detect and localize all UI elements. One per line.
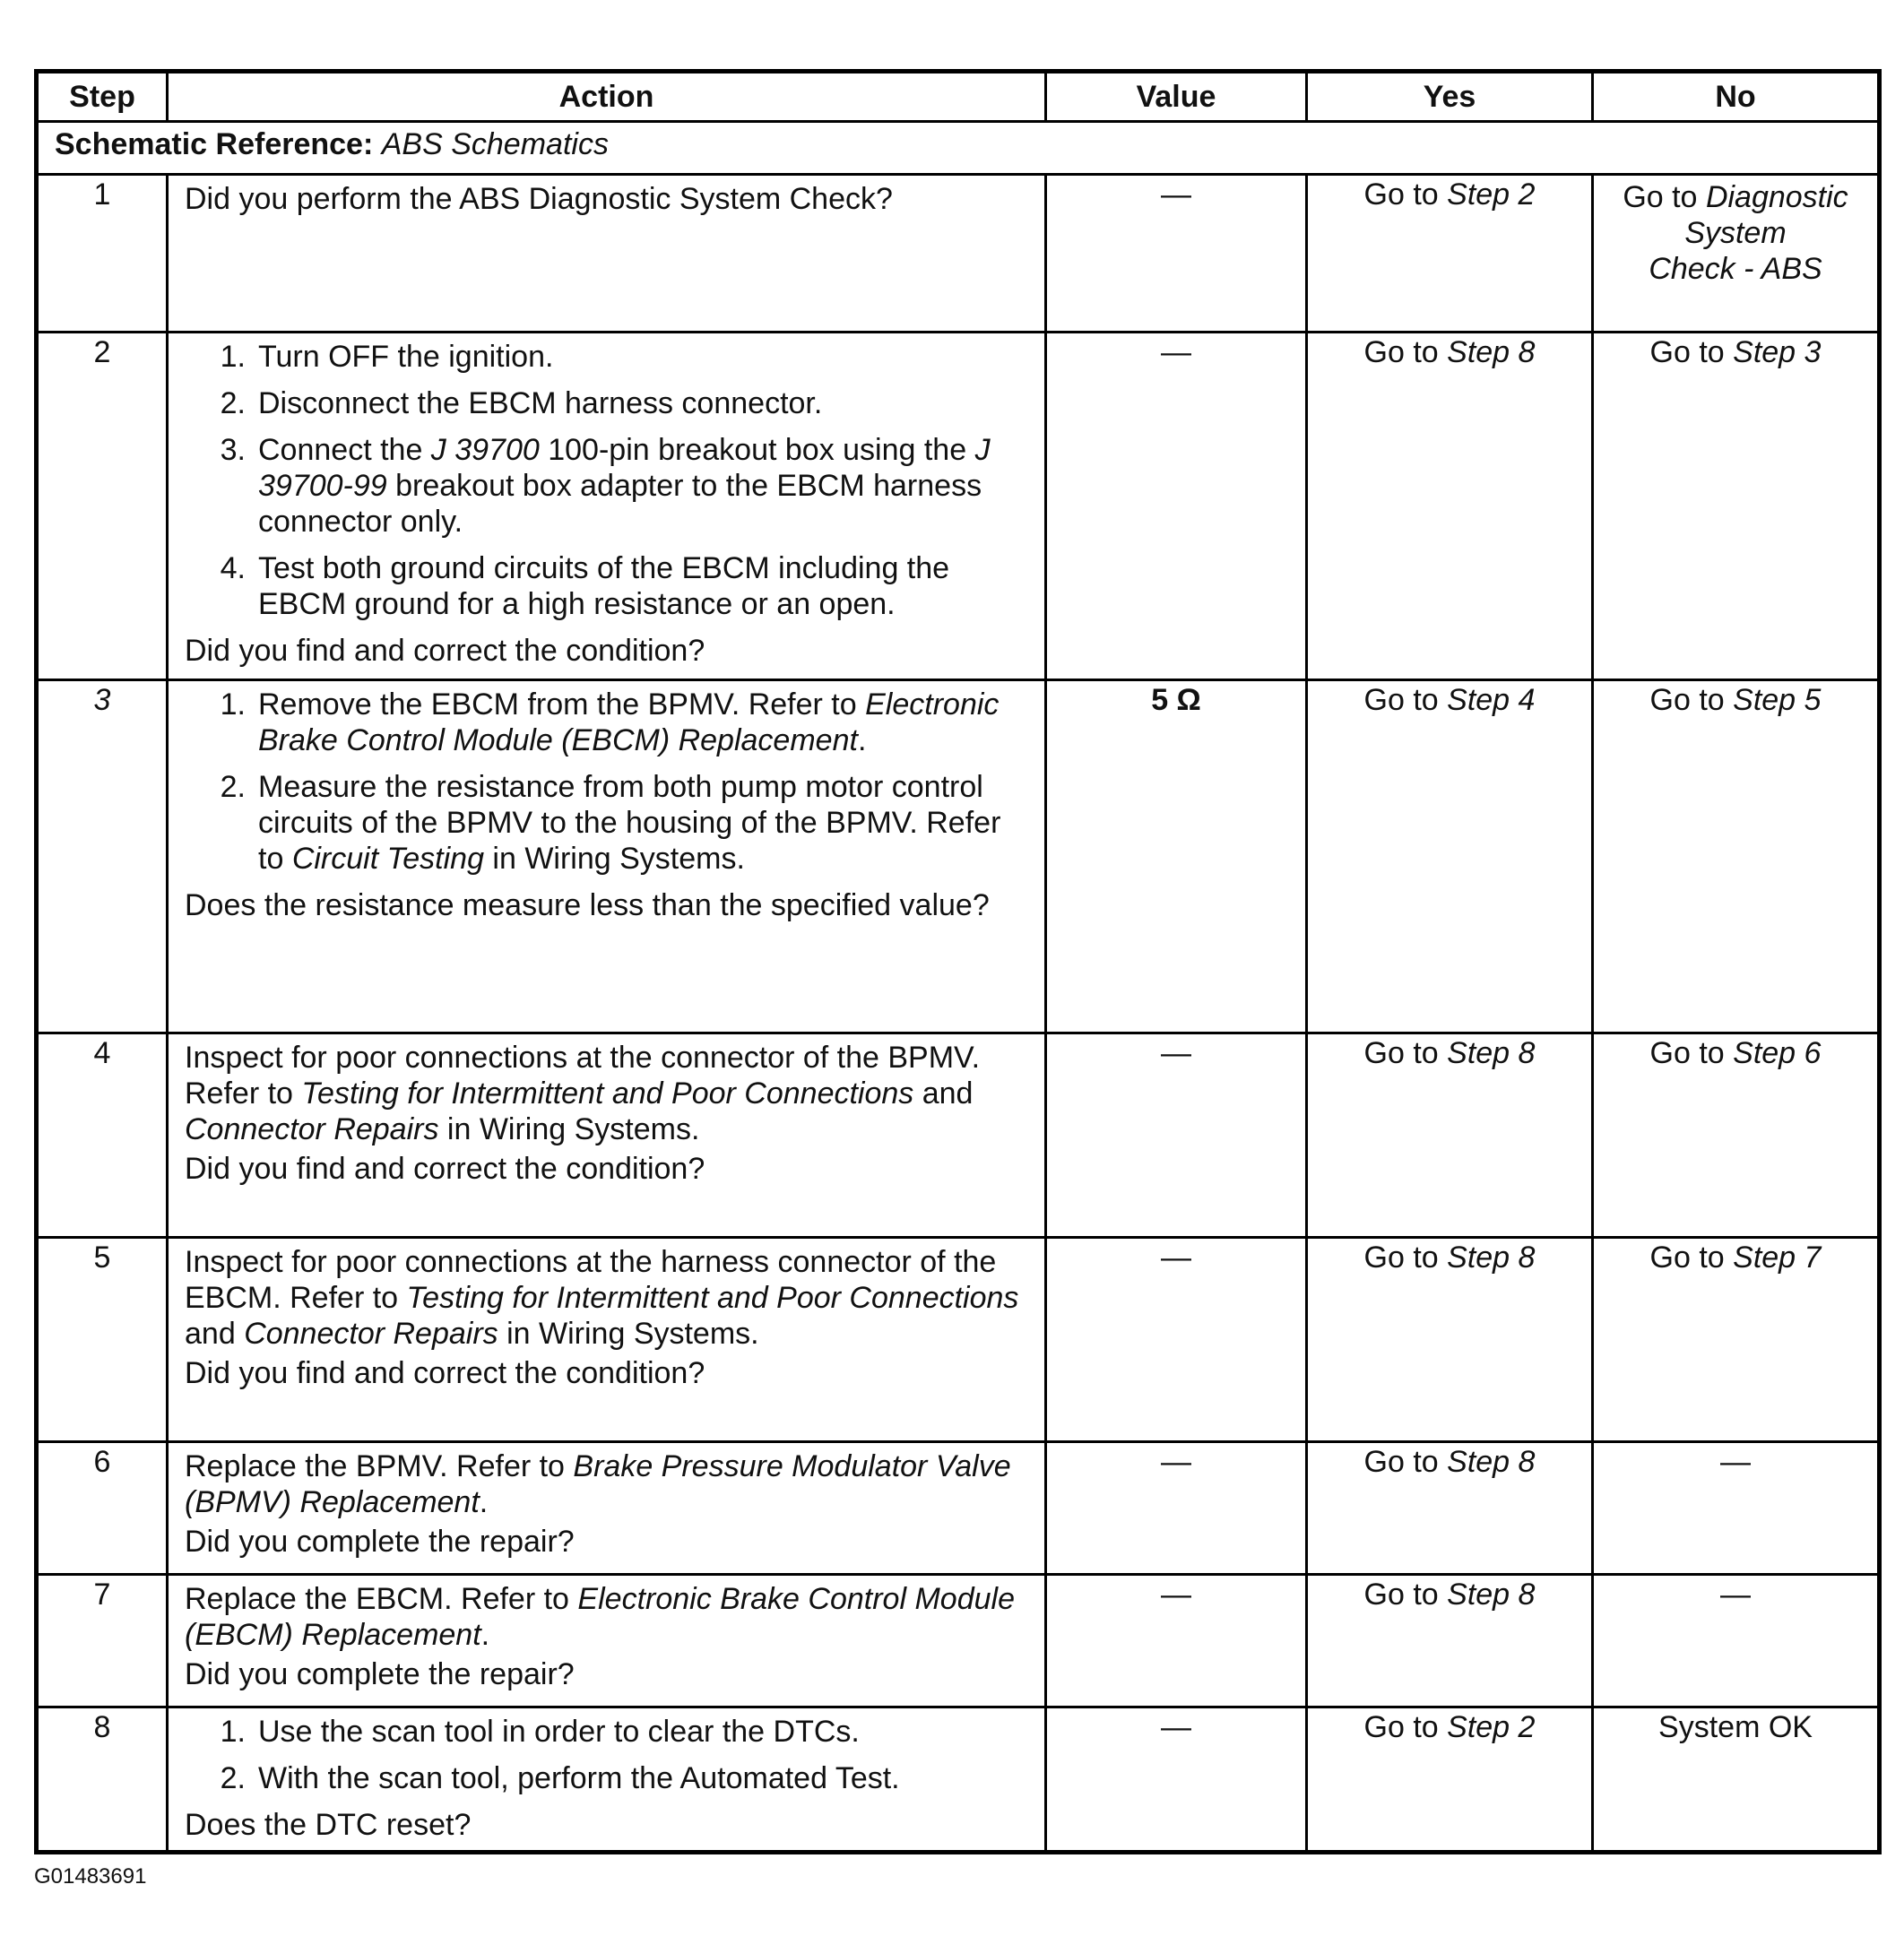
step-number: 1	[37, 175, 168, 333]
goto-label: Go to	[1623, 180, 1698, 214]
yes-cell: Go to Step 2	[1307, 1707, 1593, 1853]
table-row	[37, 175, 1880, 333]
header-yes: Yes	[1307, 72, 1593, 122]
action-text: Inspect for poor connections at the connector of the BPMV. Refer to Testing for Intermittent and Poor Connections and Connector Repairs in Wiring Systems.	[185, 1041, 981, 1146]
action-cell	[168, 1707, 1046, 1853]
step-number: 6	[37, 1442, 168, 1575]
schematic-reference	[37, 122, 1880, 175]
step-number: 5	[37, 1238, 168, 1442]
action-text: Replace the EBCM. Refer to Electronic Brake Control Module (EBCM) Replacement.	[185, 1582, 1015, 1652]
value-cell: —	[1046, 1238, 1307, 1442]
schematic-ref: ABS Schematics	[381, 127, 609, 161]
action-steps	[185, 1714, 1028, 1796]
no-cell: System OK	[1593, 1707, 1880, 1853]
table-row	[37, 1707, 1880, 1853]
action-step: 1. Use the scan tool in order to clear the DTCs.	[220, 1715, 860, 1749]
step-ref: Step 3	[1733, 335, 1822, 369]
no-cell: —	[1593, 1442, 1880, 1575]
no-cell: Go to Step 6	[1593, 1033, 1880, 1238]
table-row	[37, 333, 1880, 680]
no-cell: Go to Step 7	[1593, 1238, 1880, 1442]
action-cell	[168, 1033, 1046, 1238]
table-row	[37, 1238, 1880, 1442]
value-cell: —	[1046, 1033, 1307, 1238]
step-number: 7	[37, 1575, 168, 1707]
value-cell: —	[1046, 1707, 1307, 1853]
step-ref: Step 8	[1447, 1445, 1536, 1479]
step-ref: Step 2	[1447, 1710, 1536, 1744]
step-ref: Step 2	[1447, 177, 1536, 212]
action-step: 2. With the scan tool, perform the Automated Test.	[220, 1761, 900, 1795]
action-cell	[168, 1238, 1046, 1442]
yes-cell: Go to Step 8	[1307, 1238, 1593, 1442]
value-cell: 5 Ω	[1046, 680, 1307, 1033]
yes-cell: Go to Step 8	[1307, 1442, 1593, 1575]
header-action: Action	[168, 72, 1046, 122]
table-row	[37, 1033, 1880, 1238]
action-step: 1. Remove the EBCM from the BPMV. Refer to Electronic Brake Control Module (EBCM) Replacement.	[220, 687, 1000, 757]
schematic-row	[37, 122, 1880, 175]
step-number: 4	[37, 1033, 168, 1238]
action-cell	[168, 680, 1046, 1033]
yes-cell: Go to Step 4	[1307, 680, 1593, 1033]
step-ref: Step 5	[1733, 683, 1822, 717]
step-ref: Step 8	[1447, 1240, 1536, 1275]
action-text: Did you perform the ABS Diagnostic System Check?	[185, 182, 893, 216]
action-question: Did you complete the repair?	[185, 1657, 575, 1691]
table-row	[37, 680, 1880, 1033]
step-ref: Step 7	[1733, 1240, 1822, 1275]
no-ref-line3: Check - ABS	[1649, 252, 1822, 286]
value-cell: —	[1046, 175, 1307, 333]
action-text: Replace the BPMV. Refer to Brake Pressure Modulator Valve (BPMV) Replacement.	[185, 1449, 1011, 1519]
action-question: Did you find and correct the condition?	[185, 634, 705, 668]
table-row	[37, 1442, 1880, 1575]
value-cell: —	[1046, 1442, 1307, 1575]
action-question: Does the DTC reset?	[185, 1808, 472, 1842]
action-step: 3. Connect the J 39700 100-pin breakout box using the J 39700-99 breakout box adapter to the EBCM harness connector only.	[220, 433, 991, 539]
action-step: 2. Measure the resistance from both pump motor control circuits of the BPMV to the housing of the BPMV. Refer to Circuit Testing in Wiring Systems.	[220, 770, 1001, 876]
schematic-label: Schematic Reference:	[55, 127, 374, 161]
step-ref: Step 8	[1447, 1036, 1536, 1070]
action-cell	[168, 1575, 1046, 1707]
goto-label: Go to	[1363, 177, 1439, 212]
action-steps	[185, 339, 1028, 622]
action-text: Inspect for poor connections at the harness connector of the EBCM. Refer to Testing for Intermittent and Poor Connections and Connector Repairs in Wiring Systems.	[185, 1245, 1019, 1351]
value-cell: —	[1046, 333, 1307, 680]
header-step: Step	[37, 72, 168, 122]
figure-id: G01483691	[34, 1864, 147, 1889]
action-step: 1. Turn OFF the ignition.	[220, 340, 554, 374]
action-cell	[168, 333, 1046, 680]
action-question: Does the resistance measure less than the specified value?	[185, 888, 990, 922]
header-value: Value	[1046, 72, 1307, 122]
action-question: Did you find and correct the condition?	[185, 1356, 705, 1390]
header-row	[37, 72, 1880, 122]
yes-cell: Go to Step 8	[1307, 333, 1593, 680]
step-number: 3	[37, 680, 168, 1033]
no-cell: Go to Step 5	[1593, 680, 1880, 1033]
action-question: Did you complete the repair?	[185, 1525, 575, 1559]
step-number: 8	[37, 1707, 168, 1853]
table-row	[37, 1575, 1880, 1707]
no-cell	[1593, 175, 1880, 333]
step-ref: Step 8	[1447, 1578, 1536, 1612]
action-question: Did you find and correct the condition?	[185, 1152, 705, 1186]
action-cell	[168, 1442, 1046, 1575]
no-cell: Go to Step 3	[1593, 333, 1880, 680]
action-steps	[185, 687, 1028, 877]
yes-cell: Go to Step 8	[1307, 1575, 1593, 1707]
value-cell: —	[1046, 1575, 1307, 1707]
no-cell: —	[1593, 1575, 1880, 1707]
step-ref: Step 4	[1447, 683, 1536, 717]
diagnostic-table	[34, 69, 1882, 1854]
action-step: 2. Disconnect the EBCM harness connector.	[220, 386, 823, 420]
action-cell	[168, 175, 1046, 333]
no-ref-line2: System	[1684, 216, 1787, 250]
yes-cell	[1307, 175, 1593, 333]
step-number: 2	[37, 333, 168, 680]
step-ref: Step 8	[1447, 335, 1536, 369]
action-step: 4. Test both ground circuits of the EBCM including the EBCM ground for a high resistance or an open.	[220, 551, 950, 621]
step-ref: Step 6	[1733, 1036, 1822, 1070]
header-no: No	[1593, 72, 1880, 122]
no-ref-line1: Diagnostic	[1705, 180, 1848, 214]
yes-cell: Go to Step 8	[1307, 1033, 1593, 1238]
